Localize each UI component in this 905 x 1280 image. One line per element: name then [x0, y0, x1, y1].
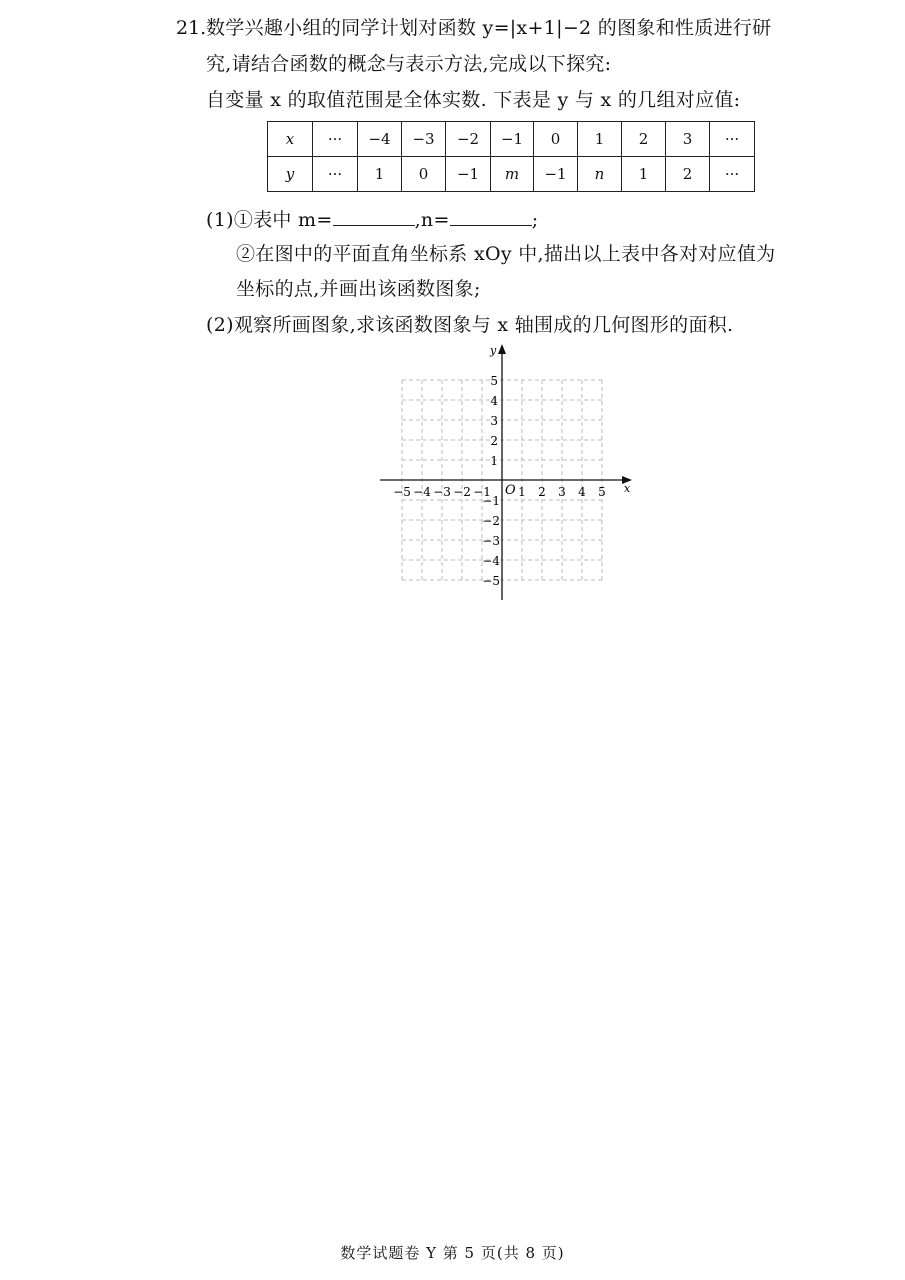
table-cell: ··· [710, 157, 755, 192]
question-line-1: 数学兴趣小组的同学计划对函数 y=|x+1|−2 的图象和性质进行研 [206, 17, 772, 39]
blank-n[interactable] [450, 207, 532, 226]
x-tick-label: 1 [518, 485, 526, 499]
part-1-b-line-1: ②在图中的平面直角坐标系 xOy 中,描出以上表中各对对应值为 [236, 243, 776, 265]
table-cell: ··· [313, 122, 358, 157]
table-cell: ··· [710, 122, 755, 157]
axes [380, 344, 632, 600]
y-tick-label: 4 [490, 394, 498, 408]
y-tick-label: −1 [482, 494, 500, 508]
tick-labels [393, 344, 631, 588]
value-table [267, 121, 755, 192]
table-cell: y [268, 157, 313, 192]
table-cell: ··· [313, 157, 358, 192]
y-tick-label: −3 [482, 534, 500, 548]
y-tick-label: −2 [482, 514, 500, 528]
blank-m[interactable] [333, 207, 415, 226]
x-tick-label: −3 [433, 485, 451, 499]
y-tick-label: 1 [490, 454, 498, 468]
part-2: (2)观察所画图象,求该函数图象与 x 轴围成的几何图形的面积. [206, 314, 734, 336]
table-cell: 0 [402, 157, 446, 192]
table-cell: 3 [666, 122, 710, 157]
x-tick-label: −1 [473, 485, 491, 499]
x-tick-label: 3 [558, 485, 566, 499]
y-axis-arrow-icon [498, 344, 506, 354]
table-row [268, 157, 755, 192]
y-tick-label: −4 [482, 554, 500, 568]
table-cell: −2 [446, 122, 491, 157]
table-cell: −4 [358, 122, 402, 157]
x-axis-label: x [624, 482, 631, 495]
page-footer: 数学试题卷 Y 第 5 页(共 8 页) [340, 1244, 565, 1262]
table-cell: 2 [666, 157, 710, 192]
table-cell: x [268, 122, 313, 157]
part-1-a [206, 207, 538, 232]
question-number: 21. [176, 17, 207, 39]
table-cell: 1 [578, 122, 622, 157]
x-tick-label: −4 [413, 485, 431, 499]
table-cell: m [491, 157, 534, 192]
table-cell: −1 [491, 122, 534, 157]
part-1-a-prefix: (1)①表中 m= [206, 209, 333, 231]
coordinate-grid [370, 338, 640, 608]
table-row [268, 122, 755, 157]
part-1-a-mid: ,n= [414, 209, 450, 231]
table-cell: −1 [534, 157, 578, 192]
x-tick-label: 5 [598, 485, 606, 499]
table-cell: 0 [534, 122, 578, 157]
table-cell: 2 [622, 122, 666, 157]
x-tick-label: −5 [393, 485, 411, 499]
question-line-2: 究,请结合函数的概念与表示方法,完成以下探究: [206, 53, 612, 75]
y-tick-label: 3 [490, 414, 498, 428]
y-axis-label: y [490, 344, 497, 357]
table-cell: −1 [446, 157, 491, 192]
y-tick-label: 2 [490, 434, 498, 448]
table-cell: n [578, 157, 622, 192]
table-cell: 1 [622, 157, 666, 192]
x-tick-label: 4 [578, 485, 586, 499]
part-1-a-end: ; [531, 209, 539, 231]
part-1-b-line-2: 坐标的点,并画出该函数图象; [236, 278, 481, 300]
table-cell: −3 [402, 122, 446, 157]
x-tick-label: 2 [538, 485, 546, 499]
y-tick-label: 5 [490, 374, 498, 388]
question-line-3: 自变量 x 的取值范围是全体实数. 下表是 y 与 x 的几组对应值: [206, 89, 741, 111]
origin-label: O [505, 483, 516, 498]
table-cell: 1 [358, 157, 402, 192]
y-tick-label: −5 [482, 574, 500, 588]
x-tick-label: −2 [453, 485, 471, 499]
